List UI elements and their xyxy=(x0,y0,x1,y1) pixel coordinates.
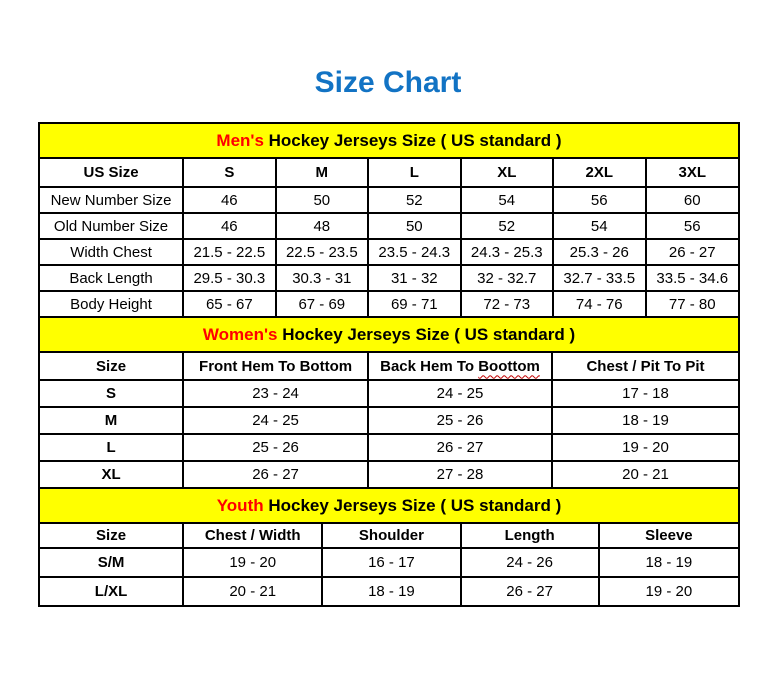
table-row xyxy=(40,577,738,605)
data-cell: 69 - 71 xyxy=(368,291,460,317)
column-header: Chest / Width xyxy=(183,524,322,548)
data-cell: 50 xyxy=(368,213,460,239)
row-label: Width Chest xyxy=(40,239,183,265)
data-cell: 19 - 20 xyxy=(552,434,738,461)
column-header: S xyxy=(183,159,275,187)
row-label: L xyxy=(40,434,183,461)
data-cell: 16 - 17 xyxy=(322,548,460,577)
mens-table-title xyxy=(40,124,738,159)
column-header: L xyxy=(368,159,460,187)
womens-header-row xyxy=(40,353,738,380)
data-cell: 24 - 25 xyxy=(368,380,552,407)
data-cell: 25.3 - 26 xyxy=(553,239,645,265)
youth-title-text: Hockey Jerseys Size ( US standard ) xyxy=(263,495,562,515)
data-cell: 18 - 19 xyxy=(552,407,738,434)
data-cell: 26 - 27 xyxy=(183,461,368,488)
column-header: Shoulder xyxy=(322,524,460,548)
data-cell: 52 xyxy=(368,187,460,213)
data-cell: 20 - 21 xyxy=(552,461,738,488)
mens-title-highlight: Men's xyxy=(216,130,264,150)
womens-table-title xyxy=(40,318,738,353)
data-cell: 21.5 - 22.5 xyxy=(183,239,275,265)
table-row xyxy=(40,239,738,265)
data-cell: 46 xyxy=(183,187,275,213)
data-cell: 74 - 76 xyxy=(553,291,645,317)
data-cell: 22.5 - 23.5 xyxy=(276,239,368,265)
data-cell: 65 - 67 xyxy=(183,291,275,317)
data-cell: 17 - 18 xyxy=(552,380,738,407)
data-cell: 46 xyxy=(183,213,275,239)
row-label: New Number Size xyxy=(40,187,183,213)
mens-title-text: Hockey Jerseys Size ( US standard ) xyxy=(263,130,562,150)
column-header: US Size xyxy=(40,159,183,187)
youth-table-title xyxy=(40,489,738,524)
column-header: Size xyxy=(40,353,183,380)
page-title: Size Chart xyxy=(314,66,462,99)
table-row xyxy=(40,187,738,213)
data-cell: 30.3 - 31 xyxy=(276,265,368,291)
data-cell: 56 xyxy=(646,213,739,239)
row-label: S xyxy=(40,380,183,407)
data-cell: 29.5 - 30.3 xyxy=(183,265,275,291)
womens-title-highlight: Women's xyxy=(202,324,278,344)
column-header-text: Back Hem To xyxy=(380,357,479,375)
data-cell: 56 xyxy=(553,187,645,213)
table-row xyxy=(40,434,738,461)
data-cell: 24.3 - 25.3 xyxy=(461,239,553,265)
data-cell: 19 - 20 xyxy=(183,548,322,577)
data-cell: 32 - 32.7 xyxy=(461,265,553,291)
table-row xyxy=(40,461,738,488)
data-cell: 48 xyxy=(276,213,368,239)
youth-header-row xyxy=(40,524,738,548)
mens-size-table xyxy=(40,159,738,318)
table-row xyxy=(40,407,738,434)
row-label: Body Height xyxy=(40,291,183,317)
column-header: 2XL xyxy=(553,159,645,187)
table-row xyxy=(40,265,738,291)
mens-header-row xyxy=(40,159,738,187)
data-cell: 26 - 27 xyxy=(368,434,552,461)
row-label: Back Length xyxy=(40,265,183,291)
column-header: Sleeve xyxy=(599,524,738,548)
row-label: XL xyxy=(40,461,183,488)
data-cell: 18 - 19 xyxy=(322,577,460,605)
table-row xyxy=(40,548,738,577)
data-cell: 77 - 80 xyxy=(646,291,739,317)
table-row xyxy=(40,380,738,407)
data-cell: 20 - 21 xyxy=(183,577,322,605)
row-label: Old Number Size xyxy=(40,213,183,239)
data-cell: 60 xyxy=(646,187,739,213)
data-cell: 26 - 27 xyxy=(461,577,599,605)
data-cell: 23.5 - 24.3 xyxy=(368,239,460,265)
column-header: Front Hem To Bottom xyxy=(183,353,368,380)
data-cell: 27 - 28 xyxy=(368,461,552,488)
womens-size-table xyxy=(40,353,738,489)
column-header: Size xyxy=(40,524,183,548)
data-cell: 33.5 - 34.6 xyxy=(646,265,739,291)
data-cell: 67 - 69 xyxy=(276,291,368,317)
column-header: XL xyxy=(461,159,553,187)
table-row xyxy=(40,213,738,239)
column-header: M xyxy=(276,159,368,187)
column-header: Length xyxy=(461,524,599,548)
data-cell: 50 xyxy=(276,187,368,213)
data-cell: 19 - 20 xyxy=(599,577,738,605)
column-header xyxy=(368,353,552,380)
data-cell: 32.7 - 33.5 xyxy=(553,265,645,291)
column-header: Chest / Pit To Pit xyxy=(552,353,738,380)
data-cell: 25 - 26 xyxy=(368,407,552,434)
row-label: S/M xyxy=(40,548,183,577)
row-label: M xyxy=(40,407,183,434)
data-cell: 24 - 26 xyxy=(461,548,599,577)
womens-title-text: Hockey Jerseys Size ( US standard ) xyxy=(277,324,576,344)
row-label: L/XL xyxy=(40,577,183,605)
data-cell: 18 - 19 xyxy=(599,548,738,577)
data-cell: 26 - 27 xyxy=(646,239,739,265)
data-cell: 23 - 24 xyxy=(183,380,368,407)
column-header: 3XL xyxy=(646,159,739,187)
data-cell: 54 xyxy=(553,213,645,239)
data-cell: 31 - 32 xyxy=(368,265,460,291)
size-chart xyxy=(38,122,740,607)
misspelled-word: Boottom xyxy=(478,357,540,375)
data-cell: 52 xyxy=(461,213,553,239)
data-cell: 24 - 25 xyxy=(183,407,368,434)
data-cell: 54 xyxy=(461,187,553,213)
youth-title-highlight: Youth xyxy=(216,495,264,515)
youth-size-table xyxy=(40,524,738,605)
table-row xyxy=(40,291,738,317)
data-cell: 25 - 26 xyxy=(183,434,368,461)
data-cell: 72 - 73 xyxy=(461,291,553,317)
